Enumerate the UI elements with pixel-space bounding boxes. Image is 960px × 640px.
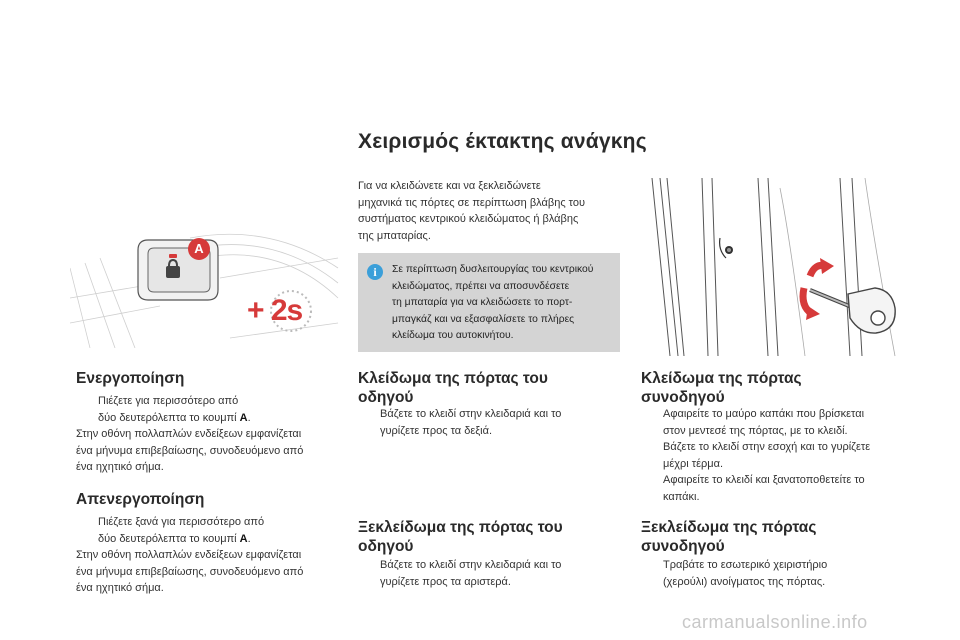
hold-duration-label: + 2s (247, 294, 303, 327)
deactivation-title: Απενεργοποίηση (76, 491, 205, 508)
page-title: Χειρισμός έκτακτης ανάγκης (358, 130, 647, 153)
passenger-unlock-title: Ξεκλείδωμα της πόρτας συνοδηγού (641, 519, 817, 555)
activation-title: Ενεργοποίηση (76, 370, 185, 387)
passenger-lock-content (641, 406, 916, 505)
badge-a: A (188, 238, 210, 260)
list-item: Τραβάτε το εσωτερικό χειριστήριο (χερούλι) ανοίγματος της πόρτας. (663, 559, 828, 588)
list-item: Αφαιρείτε το κλειδί και ξανατοποθετείτε το καπάκι. (663, 474, 865, 503)
list-item: Βάζετε το κλειδί στην εσοχή και το γυρίζετε μέχρι τέρμα. (663, 441, 871, 470)
activation-content (76, 393, 346, 476)
passenger-lock-title: Κλείδωμα της πόρτας συνοδηγού (641, 370, 802, 406)
driver-unlock-title: Ξεκλείδωμα της πόρτας του οδηγού (358, 519, 563, 555)
driver-unlock-content (358, 557, 628, 590)
list-item: Πιέζετε για περισσότερο από δύο δευτερόλεπτα το κουμπί A. (98, 395, 251, 424)
list-item: Βάζετε το κλειδί στην κλειδαριά και το γυρίζετε προς τα δεξιά. (380, 408, 562, 437)
info-box (358, 253, 620, 352)
list-item: Αφαιρείτε το μαύρο καπάκι που βρίσκεται στον μεντεσέ της πόρτας, με το κλειδί. (663, 408, 865, 437)
deactivation-content (76, 514, 346, 597)
passenger-unlock-content (641, 557, 916, 590)
info-text: Σε περίπτωση δυσλειτουργίας του κεντρικού κλειδώματος, πρέπει να αποσυνδέσετε τη μπαταρία για να κλειδώσετε το πορτ- μπαγκάζ και να εξασφαλίσετε το πλήρες κλείδωμα του αυτοκινήτου. (392, 264, 594, 341)
driver-lock-title: Κλείδωμα της πόρτας του οδηγού (358, 370, 548, 406)
door-hinge-key-illustration (640, 178, 910, 358)
deactivation-text: Στην οθόνη πολλαπλών ενδείξεων εμφανίζεται ένα μήνυμα επιβεβαίωσης, συνοδευόμενο από ένα ηχητικό σήμα. (76, 549, 304, 594)
activation-text: Στην οθόνη πολλαπλών ενδείξεων εμφανίζεται ένα μήνυμα επιβεβαίωσης, συνοδευόμενο από ένα ηχητικό σήμα. (76, 428, 304, 473)
watermark: carmanualsonline.info (682, 612, 868, 632)
intro-text: Για να κλειδώνετε και να ξεκλειδώνετε μηχανικά τις πόρτες σε περίπτωση βλάβης του συστήματος κεντρικού κλειδώματος ή βλάβης της μπαταρίας. (358, 180, 585, 242)
info-icon: i (367, 264, 383, 280)
driver-lock-content (358, 406, 628, 439)
list-item: Πιέζετε ξανά για περισσότερο από δύο δευτερόλεπτα το κουμπί A. (98, 516, 265, 545)
list-item: Βάζετε το κλειδί στην κλειδαριά και το γυρίζετε προς τα αριστερά. (380, 559, 562, 588)
